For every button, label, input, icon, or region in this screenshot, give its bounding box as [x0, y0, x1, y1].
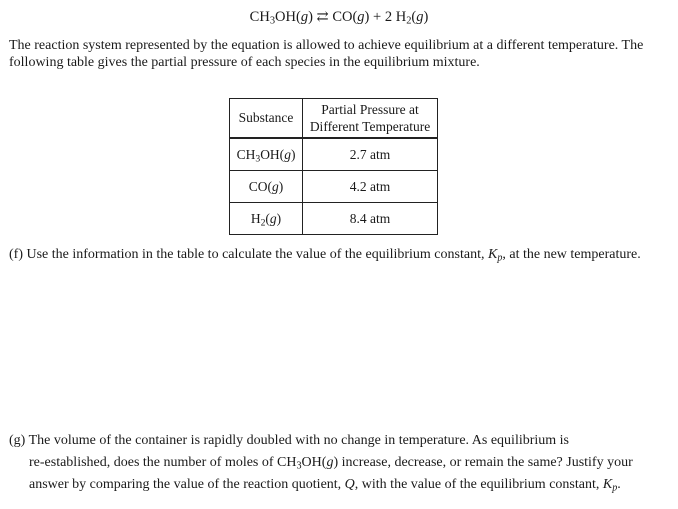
intro-line-2: following table gives the partial pressure of each species in the equilibrium mixture. — [9, 55, 480, 70]
equation-product-h2: $H_2(g)$ — [395, 9, 429, 27]
table-row — [230, 138, 438, 171]
intro-line-1: The reaction system represented by the equation is allowed to achieve equilibrium at a different temperature. The — [9, 38, 644, 53]
kp-symbol-g: K — [602, 477, 613, 492]
kp-subscript-g: p — [612, 482, 618, 494]
part-g-line-1 — [9, 430, 674, 452]
equation-product-co: CO(g) — [332, 9, 370, 25]
header-substance: Substance — [230, 99, 303, 139]
table-row — [230, 171, 438, 203]
part-g-label: (g) — [9, 433, 26, 448]
table-header-row — [230, 99, 438, 139]
part-f-label: (f) — [9, 247, 23, 262]
equilibrium-arrow-icon: ⇄ — [316, 9, 329, 25]
part-g-line-2-before: re-established, does the number of moles of — [29, 455, 274, 470]
table-row — [230, 203, 438, 235]
question-part-f — [9, 246, 641, 263]
substance-co: CO(g) — [230, 171, 303, 203]
q-symbol: Q — [344, 477, 355, 492]
part-g-line-1-text: The volume of the container is rapidly doubled with no change in temperature. As equilibrium is — [28, 433, 569, 448]
part-g-line-3 — [9, 474, 674, 496]
kp-subscript: p — [497, 252, 503, 264]
partial-pressure-table — [229, 98, 438, 235]
question-part-g — [9, 430, 674, 496]
header-partial-pressure — [303, 99, 438, 139]
part-g-species: $CH_3OH(g)$ — [277, 455, 339, 472]
part-f-text-end: , at the new temperature. — [502, 247, 641, 262]
kp-symbol: K — [487, 247, 498, 262]
part-g-line-3-end: . — [617, 477, 621, 492]
part-g-line-3-before: answer by comparing the value of the reaction quotient, — [29, 477, 342, 492]
pressure-co: 4.2 atm — [303, 171, 438, 203]
substance-ch3oh: $CH_3OH(g)$ — [230, 138, 303, 171]
pressure-h2: 8.4 atm — [303, 203, 438, 235]
pressure-ch3oh: 2.7 atm — [303, 138, 438, 171]
header-pressure-line-1: Partial Pressure at — [321, 102, 419, 117]
part-g-line-2-after: increase, decrease, or remain the same? Justify your — [341, 455, 633, 470]
reaction-equation — [0, 8, 678, 26]
header-pressure-line-2: Different Temperature — [309, 119, 431, 134]
equation-reactant: $CH_3OH(g)$ — [249, 9, 313, 27]
equation-coefficient: 2 — [384, 9, 393, 25]
part-f-text: Use the information in the table to calculate the value of the equilibrium constant, — [26, 247, 485, 262]
equation-plus: + — [373, 9, 382, 25]
part-g-line-3-middle: , with the value of the equilibrium constant, — [354, 477, 600, 492]
substance-h2: $H_2(g)$ — [230, 203, 303, 235]
intro-paragraph — [9, 37, 674, 71]
part-g-line-2 — [9, 452, 674, 474]
